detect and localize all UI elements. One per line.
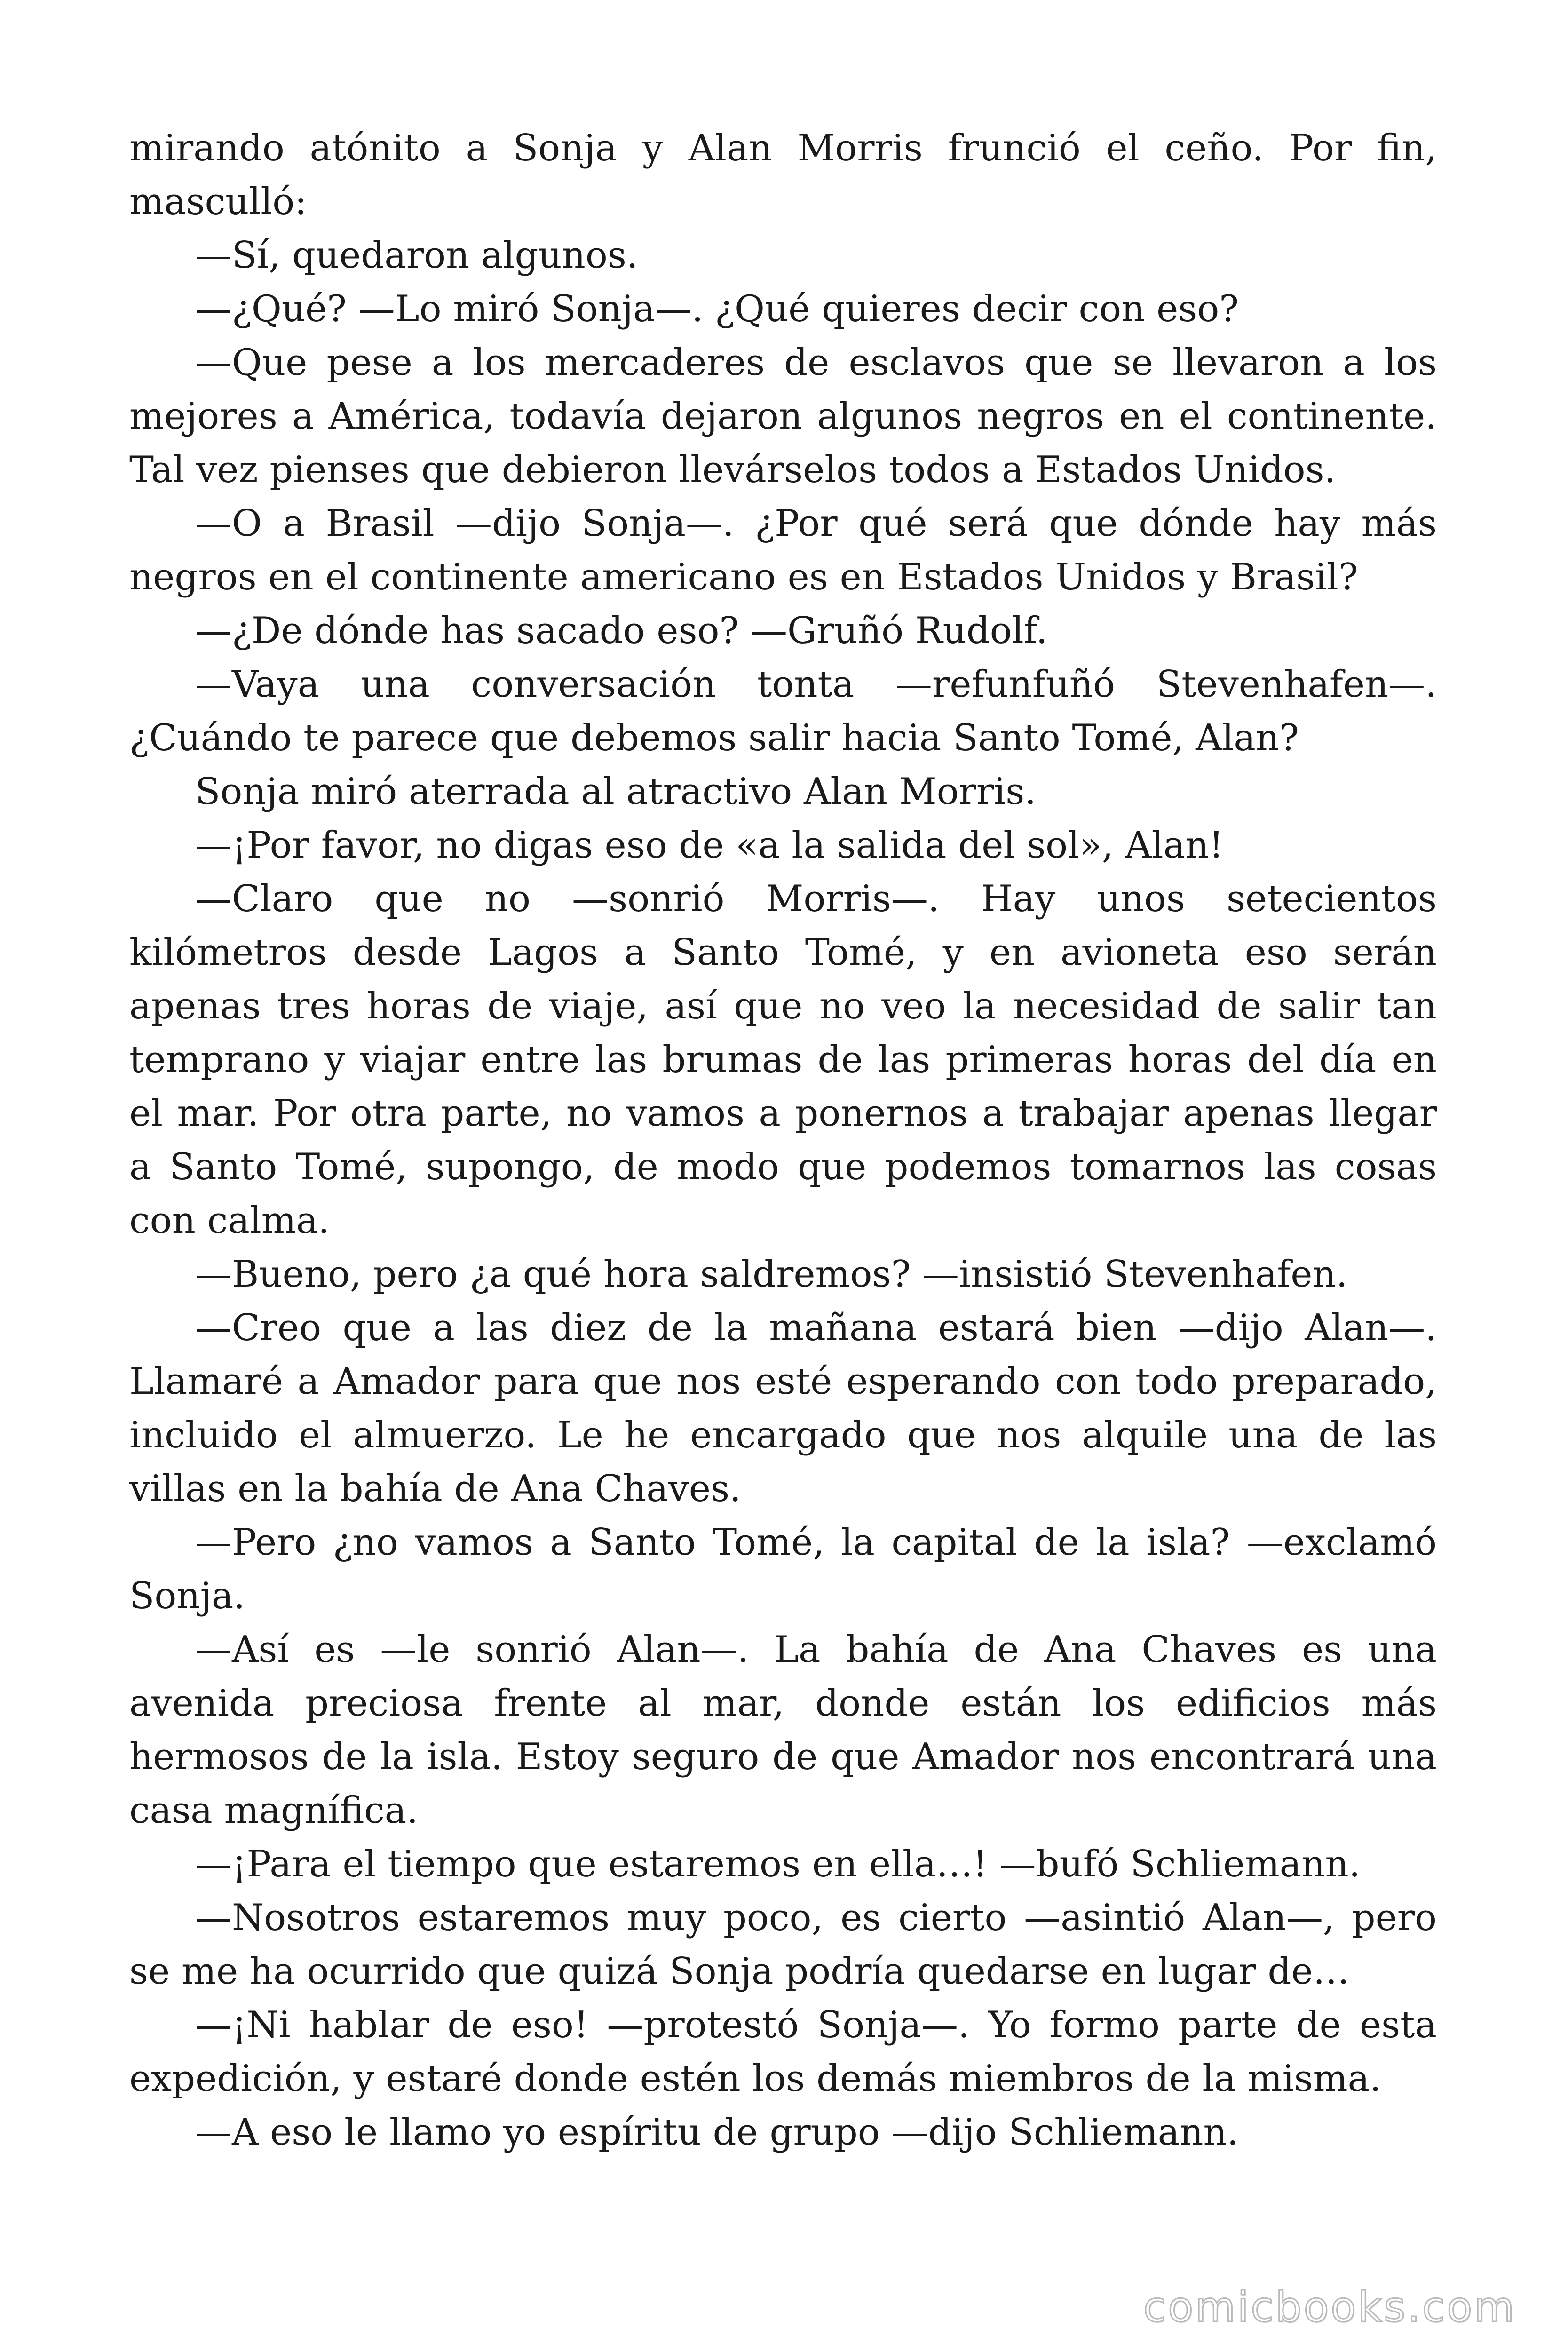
paragraph: —¡Ni hablar de eso! —protestó Sonja—. Yo formo parte de esta expedición, y estaré donde estén los demás miembros de la misma. (129, 2004, 1437, 2100)
paragraph: —Sí, quedaron algunos. (195, 234, 638, 277)
paragraph: —Así es —le sonrió Alan—. La bahía de Ana Chaves es una avenida preciosa frente al mar, donde están los edificios más hermosos de la isla. Estoy seguro de que Amador nos encontrará una casa magnífica. (129, 1629, 1437, 1832)
paragraph: —Vaya una conversación tonta —refunfuñó Stevenhafen—. ¿Cuándo te parece que debemos salir hacia Santo Tomé, Alan? (129, 663, 1437, 759)
paragraph: —Que pese a los mercaderes de esclavos que se llevaron a los mejores a América, todavía dejaron algunos negros en el continente. Tal vez pienses que debieron llevárselos todos a Estados Unidos. (129, 342, 1437, 491)
paragraph: —¿Qué? —Lo miró Sonja—. ¿Qué quieres decir con eso? (195, 288, 1239, 330)
paragraph: —A eso le llamo yo espíritu de grupo —dijo Schliemann. (195, 2111, 1239, 2153)
paragraph: —¡Por favor, no digas eso de «a la salida del sol», Alan! (195, 824, 1224, 866)
paragraph: mirando atónito a Sonja y Alan Morris frunció el ceño. Por fin, masculló: (129, 127, 1437, 223)
watermark: comicbooks.com (1143, 2283, 1516, 2331)
paragraph: —¡Para el tiempo que estaremos en ella…! —bufó Schliemann. (195, 1843, 1361, 1885)
paragraph: Sonja miró aterrada al atractivo Alan Morris. (195, 771, 1037, 813)
paragraph: —¿De dónde has sacado eso? —Gruñó Rudolf. (195, 610, 1048, 652)
paragraph: —Nosotros estaremos muy poco, es cierto —asintió Alan—, pero se me ha ocurrido que quizá Sonja podría quedarse en lugar de… (129, 1897, 1437, 1993)
paragraph: —Pero ¿no vamos a Santo Tomé, la capital de la isla? —exclamó Sonja. (129, 1521, 1437, 1617)
paragraph: —O a Brasil —dijo Sonja—. ¿Por qué será que dónde hay más negros en el continente americano es en Estados Unidos y Brasil? (129, 502, 1437, 598)
body-text (129, 121, 1437, 2159)
paragraph: —Creo que a las diez de la mañana estará bien —dijo Alan—. Llamaré a Amador para que nos esté esperando con todo preparado, incluido el almuerzo. Le he encargado que nos alquile una de las villas en la bahía de Ana Chaves. (129, 1307, 1437, 1510)
paragraph: —Claro que no —sonrió Morris—. Hay unos setecientos kilómetros desde Lagos a Santo Tomé, y en avioneta eso serán apenas tres horas de viaje, así que no veo la necesidad de salir tan temprano y viajar entre las brumas de las primeras horas del día en el mar. Por otra parte, no vamos a ponernos a trabajar apenas llegar a Santo Tomé, supongo, de modo que podemos tomarnos las cosas con calma. (129, 878, 1437, 1242)
paragraph: —Bueno, pero ¿a qué hora saldremos? —insistió Stevenhafen. (195, 1253, 1348, 1295)
